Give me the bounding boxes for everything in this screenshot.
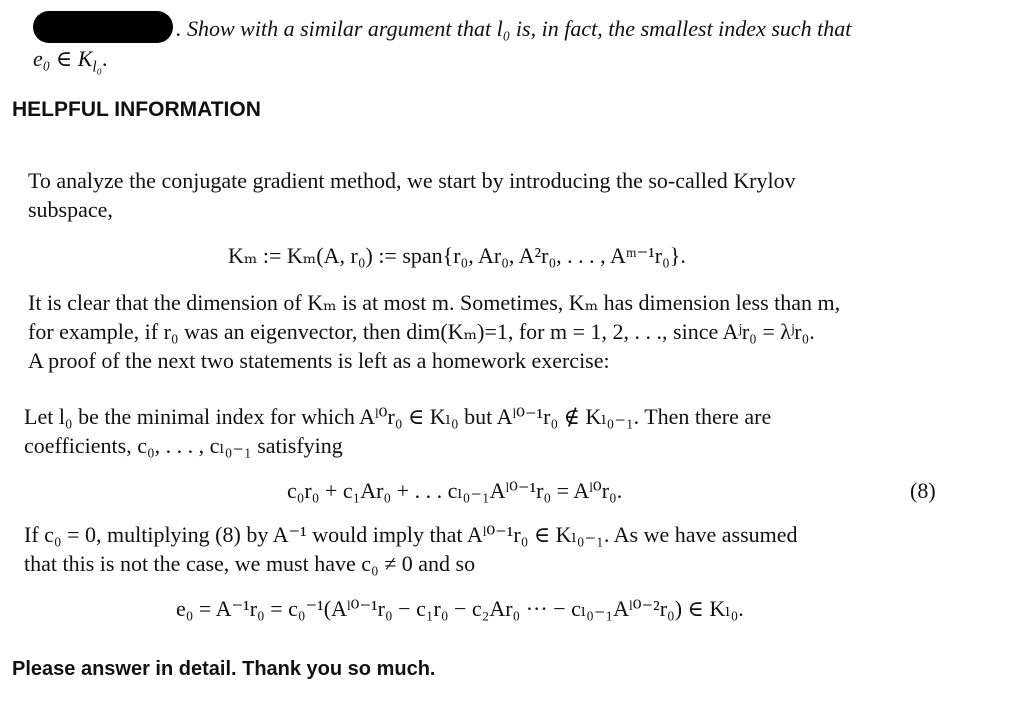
paragraph2-line2: for example, if r₀ was an eigenvector, then dim(Kₘ)=1, for m = 1, 2, . . ., since Aʲr₀ = λʲr₀. (28, 319, 815, 344)
equation-e0: e₀ = A⁻¹r₀ = c₀⁻¹(Aˡ⁰⁻¹r₀ − c₁r₀ − c₂Ar₀ ··· − cₗ₀₋₁Aˡ⁰⁻²r₀) ∈ Kₗ₀. (176, 596, 744, 621)
paragraph3-line2: coefficients, c₀, . . . , cₗ₀₋₁ satisfying (24, 433, 343, 458)
paragraph2-line1: It is clear that the dimension of Kₘ is at most m. Sometimes, Kₘ has dimension less than m, (28, 290, 841, 315)
paragraph4-line2: that this is not the case, we must have c₀ ≠ 0 and so (24, 551, 476, 576)
question-line-2-period: . (102, 46, 108, 71)
equation-krylov: Kₘ := Kₘ(A, r₀) := span{r₀, Ar₀, A²r₀, . . . , Aᵐ⁻¹r₀}. (228, 243, 686, 268)
paragraph3-line1: Let l₀ be the minimal index for which Aˡ⁰r₀ ∈ Kₗ₀ but Aˡ⁰⁻¹r₀ ∉ Kₗ₀₋₁. Then there are (24, 404, 772, 429)
section-title: HELPFUL INFORMATION (12, 98, 261, 121)
paragraph1-line1: To analyze the conjugate gradient method, we start by introducing the so-called Krylov (28, 168, 796, 193)
closing-request: Please answer in detail. Thank you so much. (12, 658, 436, 680)
paragraph2-line3: A proof of the next two statements is left as a homework exercise: (28, 348, 610, 373)
equation-8-number: (8) (910, 478, 936, 503)
equation-8: c₀r₀ + c₁Ar₀ + . . . cₗ₀₋₁Aˡ⁰⁻¹r₀ = Aˡ⁰r₀. (287, 478, 623, 503)
paragraph1-line2: subspace, (28, 197, 113, 222)
paragraph4-line1: If c₀ = 0, multiplying (8) by A⁻¹ would imply that Aˡ⁰⁻¹r₀ ∈ Kₗ₀₋₁. As we have assumed (24, 522, 798, 547)
question-line-2-sub: l₀ (92, 58, 103, 76)
question-line-2-text: e₀ ∈ K (33, 46, 93, 71)
question-line-1: . Show with a similar argument that l₀ is, in fact, the smallest index such that (176, 16, 852, 41)
redaction-bar (33, 11, 173, 43)
question-line-2 (33, 44, 108, 76)
